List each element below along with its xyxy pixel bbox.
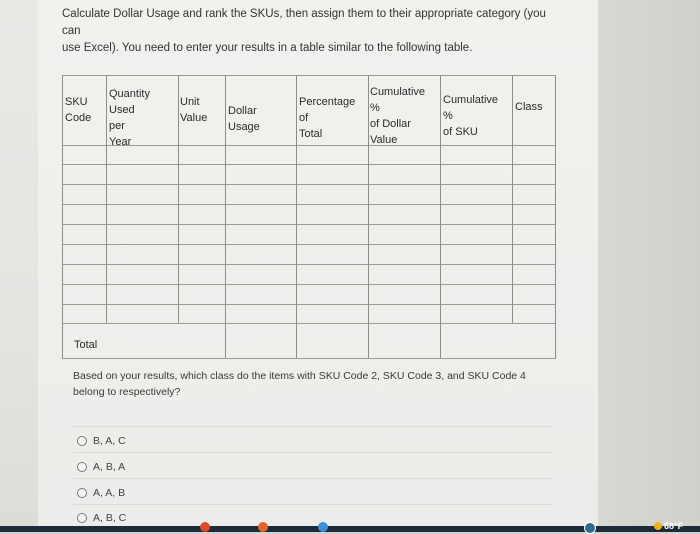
header-text: of SKU — [443, 126, 478, 138]
option-divider — [73, 426, 553, 427]
table-rule — [368, 75, 369, 358]
header-text: Used per — [109, 104, 135, 132]
table-rule — [296, 75, 297, 358]
question-line-2: belong to respectively? — [73, 386, 181, 398]
table-rule — [62, 204, 556, 205]
sun-icon — [654, 522, 662, 530]
header-class — [515, 99, 543, 115]
radio-button[interactable] — [77, 436, 87, 446]
header-text: of Dollar — [370, 118, 411, 130]
option-4[interactable] — [77, 512, 126, 524]
header-text: Cumulative % — [443, 94, 499, 122]
table-rule — [62, 323, 556, 324]
instructions — [62, 6, 562, 57]
table-rule — [62, 264, 556, 265]
table-rule — [106, 75, 107, 323]
header-text: Total — [299, 128, 323, 140]
option-1[interactable] — [77, 435, 126, 447]
table-rule — [178, 75, 179, 323]
header-dollar-usage — [228, 103, 260, 135]
right-gutter — [598, 0, 700, 532]
table-rule — [62, 284, 556, 285]
option-divider — [73, 504, 553, 505]
header-text: Percentage of — [299, 96, 356, 124]
header-percentage-of-total — [299, 94, 355, 142]
table-rule — [62, 224, 556, 225]
header-text: Code — [65, 112, 92, 124]
header-sku-code — [65, 94, 91, 126]
radio-button[interactable] — [77, 462, 87, 472]
weather-temperature: 68°F — [664, 521, 684, 531]
table-rule — [62, 358, 556, 359]
option-label: A, B, A — [93, 461, 126, 473]
option-divider — [73, 452, 553, 453]
question-text — [73, 368, 553, 400]
header-text: Year — [109, 136, 132, 148]
table-rule — [440, 75, 441, 358]
header-cumulative-dollar-value — [370, 84, 425, 148]
option-2[interactable] — [77, 461, 125, 473]
taskbar-app-icon[interactable] — [318, 522, 328, 532]
instructions-line-2: use Excel). You need to enter your results in a table similar to the following table. — [62, 42, 473, 54]
header-text: Quantity — [109, 88, 150, 100]
header-text: Unit — [180, 96, 200, 108]
taskbar-app-icon[interactable] — [200, 522, 210, 532]
option-label: B, A, C — [93, 435, 126, 447]
header-text: SKU — [65, 96, 88, 108]
table-rule — [62, 75, 63, 358]
header-cumulative-sku — [443, 92, 498, 140]
header-text: Value — [370, 134, 398, 146]
app-icon[interactable] — [584, 522, 596, 534]
taskbar-app-icon[interactable] — [258, 522, 268, 532]
option-divider — [73, 478, 553, 479]
header-text: Dollar Usage — [228, 105, 260, 133]
option-label: A, B, C — [93, 512, 127, 524]
table-rule — [225, 75, 226, 358]
header-quantity-used-per-year — [109, 86, 150, 150]
radio-button[interactable] — [77, 513, 87, 523]
question-line-1: Based on your results, which class do the items with SKU Code 2, SKU Code 3, and SKU Code 4 — [73, 370, 526, 382]
table-rule — [555, 75, 556, 358]
table-rule — [512, 75, 513, 323]
option-label: A, A, B — [93, 487, 126, 499]
header-unit-value — [180, 94, 207, 126]
instructions-line-1: Calculate Dollar Usage and rank the SKUs, then assign them to their appropriate category (you can — [62, 8, 546, 37]
table-rule — [62, 304, 556, 305]
table-rule — [62, 244, 556, 245]
option-3[interactable] — [77, 487, 125, 499]
total-label: Total — [74, 339, 98, 351]
table-rule — [62, 164, 556, 165]
radio-button[interactable] — [77, 488, 87, 498]
table-rule — [62, 184, 556, 185]
header-text: Cumulative % — [370, 86, 426, 114]
table-rule — [62, 75, 556, 76]
header-text: Class — [515, 101, 543, 113]
header-text: Value — [180, 112, 208, 124]
